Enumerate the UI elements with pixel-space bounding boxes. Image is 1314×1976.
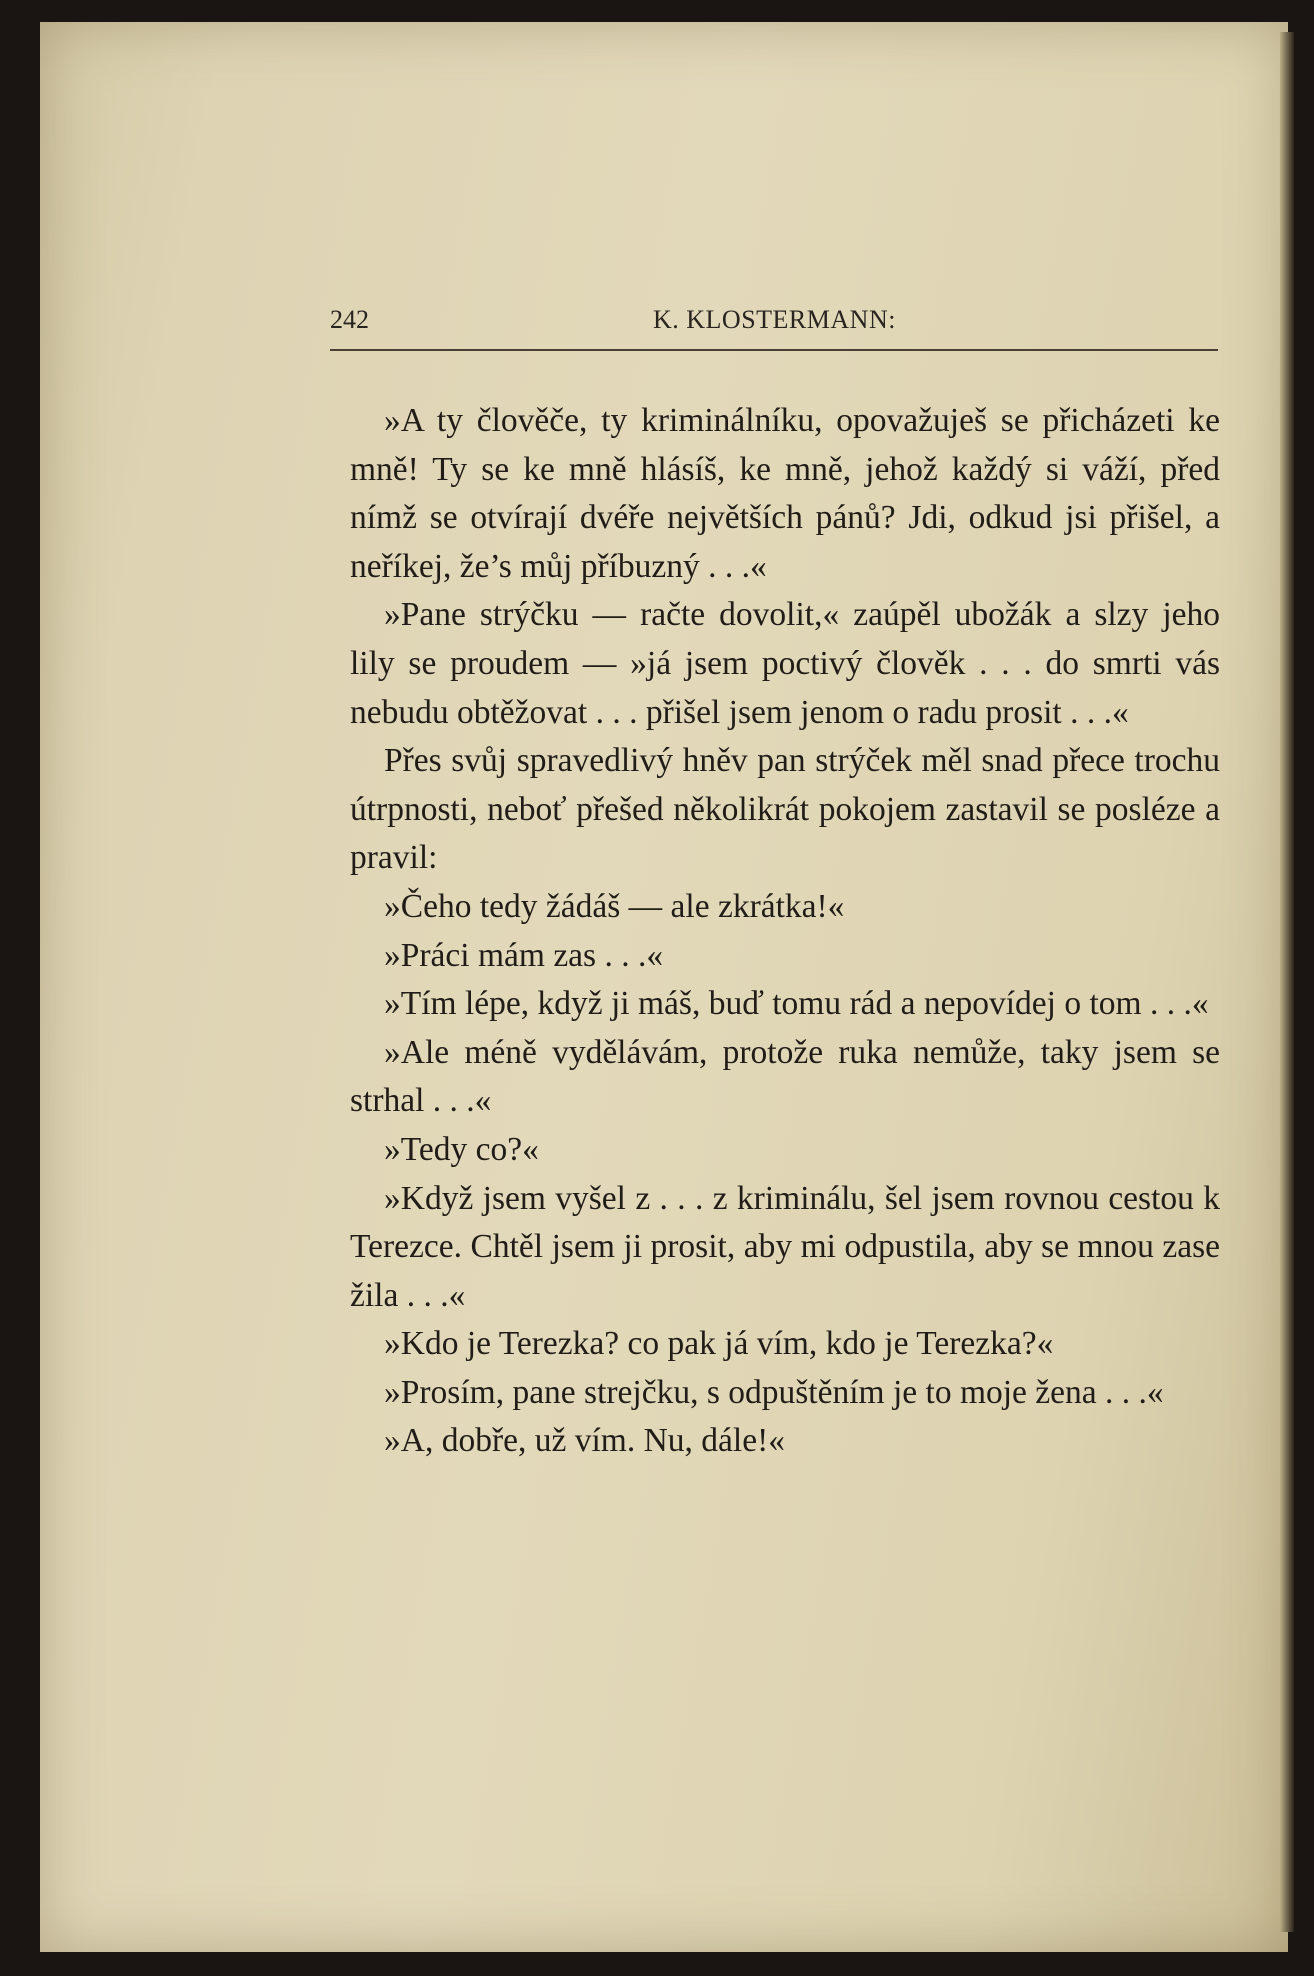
paragraph: »Tedy co?« [384, 1130, 539, 1168]
paragraph: »Práci mám zas . . .« [384, 936, 664, 974]
paragraph: »Když jsem vyšel z . . . z kriminálu, šel jsem rovnou cestou k Terezce. Chtěl jsem ji prosit, aby mi odpustila, aby se mnou zase žila . . .« [350, 1179, 1220, 1314]
paragraph: Přes svůj spravedlivý hněv pan strýček měl snad přece trochu útrpnosti, neboť přešed několikrát pokojem zastavil se posléze a pravil: [350, 742, 1220, 877]
paragraph: »Ale méně vydělávám, protože ruka nemůže, taky jsem se strhal . . .« [350, 1033, 1220, 1120]
paragraph: »Čeho tedy žádáš — ale zkrátka!« [384, 887, 845, 925]
book-page [40, 22, 1288, 1952]
paragraph: »Tím lépe, když ji máš, buď tomu rád a nepovídej o tom . . .« [384, 985, 1209, 1023]
header-rule [330, 349, 1218, 351]
paragraph: »Prosím, pane strejčku, s odpuštěním je to moje žena . . .« [384, 1373, 1164, 1411]
running-head: K. KLOSTERMANN: [653, 305, 896, 334]
paragraph: »A ty člověče, ty kriminálníku, opovažuješ se přicházeti ke mně! Ty se ke mně hlásíš, ke mně, jehož každý si váží, před nímž se otvírají dvéře největších pánů? Jdi, odkud jsi přišel, a neříkej, že’s můj příbuzný . . .« [350, 402, 1220, 585]
page-number: 242 [330, 305, 369, 334]
paragraph: »A, dobře, už vím. Nu, dále!« [384, 1422, 785, 1460]
paragraph: »Pane strýčku — račte dovolit,« zaúpěl ubožák a slzy jeho lily se proudem — »já jsem poctivý člověk . . . do smrti vás nebudu obtěžovat . . . přišel jsem jenom o radu prosit . . .« [350, 596, 1220, 731]
body-text [350, 397, 1220, 1466]
page-header [330, 305, 1220, 345]
paragraph: »Kdo je Terezka? co pak já vím, kdo je Terezka?« [384, 1325, 1054, 1363]
